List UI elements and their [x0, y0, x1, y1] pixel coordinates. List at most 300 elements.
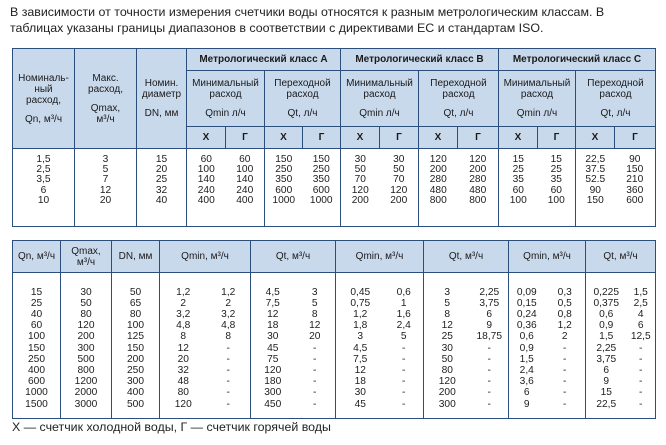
table-cell: 500 — [77, 353, 95, 365]
table-cell: 50 — [129, 286, 142, 298]
data-column — [499, 149, 538, 227]
table-cell: 1,2 — [221, 286, 236, 298]
table-cell: 60 — [512, 184, 524, 196]
table-cell: 90 — [589, 184, 601, 196]
table-cell: 350 — [275, 174, 293, 186]
header-qn: Qn, м³/ч — [13, 241, 61, 273]
table-cell: 1200 — [74, 376, 98, 388]
table-cell: 300 — [77, 342, 95, 354]
header-c-qmin: Qmin, м³/ч — [509, 241, 586, 273]
data-column — [586, 281, 627, 419]
data-column — [545, 281, 586, 419]
table-cell: 480 — [469, 184, 487, 196]
table-cell: 480 — [429, 184, 447, 196]
table-cell: 250 — [312, 164, 330, 176]
table-cell: 1 — [400, 297, 407, 309]
table-cell: 12 — [309, 320, 321, 332]
table-cell: 400 — [236, 194, 254, 206]
table-cell: - — [487, 387, 491, 399]
table-cell: 50 — [354, 164, 366, 176]
table-cell: - — [487, 353, 491, 365]
table-cell: 200 — [351, 194, 369, 206]
table-cell: 4 — [637, 308, 644, 320]
table-cell: 9 — [486, 320, 493, 332]
table-cell: 120 — [264, 364, 282, 376]
table-cell: 600 — [312, 184, 330, 196]
table-cell: 50 — [441, 353, 453, 365]
table-cell: 60 — [200, 154, 212, 165]
data-column — [509, 281, 545, 419]
table-cell: 0,9 — [519, 342, 534, 354]
table-cell: 150 — [275, 154, 293, 165]
table-cell: 15 — [30, 286, 43, 298]
table-cell: 0,36 — [516, 320, 537, 332]
table-cell: 25 — [30, 297, 43, 309]
table-cell: - — [639, 376, 643, 388]
table-cell: 140 — [236, 174, 254, 186]
table-cell: 120 — [429, 154, 447, 165]
table-cell: - — [402, 353, 406, 365]
table-cell: 4,5 — [265, 286, 280, 298]
header-cold: Х — [341, 127, 380, 149]
table-cell: 300 — [264, 387, 282, 399]
table-cell: - — [402, 387, 406, 399]
data-column — [380, 149, 419, 227]
table-cell: 70 — [393, 174, 405, 186]
table-cell: 12,5 — [630, 331, 651, 343]
table-cell: - — [402, 342, 406, 354]
table-cell: 32 — [155, 184, 168, 196]
data-column — [207, 281, 251, 419]
table-cell: - — [313, 342, 317, 354]
table-cell: 2,4 — [519, 364, 534, 376]
table-cell: 0,225 — [593, 286, 619, 298]
data-column — [295, 281, 336, 419]
table-cell: 12 — [354, 364, 366, 376]
table-cell: 15 — [155, 154, 168, 165]
table-cell: 0,24 — [516, 308, 537, 320]
table-cell: 0,6 — [599, 308, 614, 320]
table-cell: 100 — [197, 164, 215, 176]
table-cell: 9 — [603, 376, 610, 388]
table-cell: 35 — [550, 174, 562, 186]
table-cell: 600 — [275, 184, 293, 196]
table-cell: - — [226, 342, 230, 354]
table-cell: 280 — [469, 174, 487, 186]
header-hot: Г — [380, 127, 419, 149]
intro-text: В зависимости от точности измерения счетчики воды относятся к разным метрологическим классам. В таблицах указаны границы диапазонов в соответствии с директивами ЕС и стандартам ISO. — [10, 5, 605, 35]
table-cell: 8 — [225, 331, 232, 343]
table-cell: - — [563, 342, 567, 354]
table-cell: 4,5 — [353, 342, 368, 354]
data-column — [265, 149, 303, 227]
data-column — [226, 149, 265, 227]
header-c-trans: Переходной расход Qt, л/ч — [576, 71, 656, 127]
table-cell: 20 — [155, 164, 168, 176]
table-cell: 4,8 — [176, 320, 191, 332]
header-a-qmin: Qmin, м³/ч — [160, 241, 251, 273]
table-cell: 500 — [127, 398, 144, 410]
table-cell: 400 — [197, 194, 215, 206]
table-cell: 3 — [311, 286, 318, 298]
data-column — [160, 281, 207, 419]
data-column — [137, 149, 187, 227]
table-cell: 240 — [236, 184, 254, 196]
table-cell: 3,6 — [519, 376, 534, 388]
table-cell: 2 — [225, 297, 232, 309]
footnote: Х — счетчик холодной воды, Г — счетчик горячей воды — [12, 420, 331, 434]
table-cell: 3 — [102, 154, 109, 165]
table-cell: - — [226, 387, 230, 399]
data-column — [13, 281, 61, 419]
table-cell: 15 — [550, 154, 562, 165]
table-cell: 2,25 — [596, 342, 617, 354]
table-cell: 60 — [30, 320, 43, 332]
table-cell: 80 — [129, 308, 142, 320]
table-cell: 8 — [180, 331, 187, 343]
table-cell: - — [639, 342, 643, 354]
table-cell: 7,5 — [353, 353, 368, 365]
data-column — [538, 149, 576, 227]
table-cell: 150 — [28, 342, 45, 354]
table-cell: 2 — [180, 297, 187, 309]
table-cell: 12 — [441, 320, 453, 332]
data-column — [615, 149, 656, 227]
data-column — [471, 281, 509, 419]
table-cell: 32 — [177, 364, 189, 376]
table-cell: 35 — [512, 174, 524, 186]
table-cell: 0,6 — [396, 286, 411, 298]
table-cell: 1,8 — [353, 320, 368, 332]
table-cell: 18,75 — [476, 331, 502, 343]
table-cell: 12 — [177, 342, 189, 354]
table-cell: 120 — [77, 320, 95, 332]
table-cell: 3,2 — [176, 308, 191, 320]
data-column — [75, 149, 137, 227]
table-cell: 45 — [354, 398, 366, 410]
data-column — [303, 149, 341, 227]
table-cell: 8 — [444, 308, 451, 320]
table-cell: 3,2 — [221, 308, 236, 320]
table-cell: 100 — [236, 164, 254, 176]
table-cell: 30 — [441, 342, 453, 354]
table-cell: 800 — [429, 194, 447, 206]
table-cell: 15 — [600, 387, 612, 399]
table-cell: 37.5 — [585, 164, 606, 176]
header-b-qmin: Qmin, м³/ч — [336, 241, 424, 273]
table-cell: - — [563, 353, 567, 365]
table-cell: 3,75 — [479, 297, 500, 309]
table-cell: 2 — [561, 331, 568, 343]
table-cell: 12 — [267, 308, 279, 320]
header-class-c: Метрологический класс C — [499, 49, 656, 71]
table-cell: 60 — [239, 154, 251, 165]
table-cell: 400 — [127, 387, 144, 399]
metrology-table-2 — [12, 240, 656, 419]
table-cell: 240 — [197, 184, 215, 196]
table-cell: 25 — [155, 174, 168, 186]
table-cell: 250 — [127, 364, 144, 376]
data-column — [187, 149, 226, 227]
table-cell: - — [402, 364, 406, 376]
table-cell: 200 — [127, 353, 144, 365]
table-cell: 200 — [390, 194, 408, 206]
data-column — [424, 281, 471, 419]
table-cell: 200 — [438, 387, 456, 399]
table-cell: 60 — [550, 184, 562, 196]
table-cell: 7,5 — [265, 297, 280, 309]
header-c-min: Минимальный расход Qmin л/ч — [499, 71, 576, 127]
header-qn: Номиналь- ный расход, Qn, м³/ч — [13, 49, 75, 149]
table-cell: 300 — [127, 376, 144, 388]
table-cell: 25 — [441, 331, 453, 343]
header-b-trans: Переходной расход Qt, л/ч — [419, 71, 499, 127]
table-cell: 0,8 — [557, 308, 572, 320]
table-cell: 0,45 — [350, 286, 371, 298]
table-cell: 450 — [264, 398, 282, 410]
table-cell: 100 — [28, 331, 45, 343]
header-cold: Х — [499, 127, 538, 149]
table-cell: 15 — [512, 154, 524, 165]
data-column — [419, 149, 458, 227]
table-cell: 70 — [354, 174, 366, 186]
table-cell: 150 — [312, 154, 330, 165]
table-cell: - — [487, 398, 491, 410]
header-b-qt: Qt, м³/ч — [424, 241, 509, 273]
table-cell: 80 — [177, 387, 189, 399]
table-cell: - — [226, 398, 230, 410]
table-cell: 150 — [626, 164, 644, 176]
data-column — [576, 149, 615, 227]
table-cell: - — [563, 364, 567, 376]
header-hot: Г — [303, 127, 341, 149]
table-cell: - — [313, 387, 317, 399]
table-cell: 120 — [469, 154, 487, 165]
header-qmax: Qmax, м³/ч — [61, 241, 112, 273]
header-a-min: Минимальный расход Qmin л/ч — [187, 71, 265, 127]
table-cell: 1,5 — [633, 286, 648, 298]
table-cell: - — [639, 353, 643, 365]
table-cell: 25 — [550, 164, 562, 176]
table-cell: 600 — [28, 376, 45, 388]
table-cell: 10 — [37, 194, 50, 206]
table-cell: 20 — [177, 353, 189, 365]
table-cell: 20 — [99, 194, 112, 206]
table-cell: 280 — [429, 174, 447, 186]
table-cell: 1000 — [272, 194, 296, 206]
table-cell: 210 — [626, 174, 644, 186]
table-cell: 25 — [512, 164, 524, 176]
header-class-b: Метрологический класс B — [341, 49, 499, 71]
table-cell: 2000 — [74, 387, 98, 399]
header-a-qt: Qt, м³/ч — [251, 241, 336, 273]
header-hot: Г — [538, 127, 576, 149]
table-cell: 5 — [444, 297, 451, 309]
table-cell: 8 — [311, 308, 318, 320]
table-cell: 20 — [309, 331, 321, 343]
table-cell: - — [639, 364, 643, 376]
table-cell: 3,75 — [596, 353, 617, 365]
table-cell: 50 — [393, 164, 405, 176]
table-cell: 6 — [486, 308, 493, 320]
table-cell: 12 — [99, 184, 112, 196]
table-cell: 140 — [197, 174, 215, 186]
table-cell: 5 — [400, 331, 407, 343]
table-cell: - — [563, 398, 567, 410]
table-cell: 6 — [637, 320, 644, 332]
table-cell: 18 — [267, 320, 279, 332]
header-hot: Г — [226, 127, 265, 149]
header-hot: Г — [458, 127, 499, 149]
table-cell: - — [226, 376, 230, 388]
table-cell: 40 — [155, 194, 168, 206]
table-cell: 1,5 — [519, 353, 534, 365]
table-cell: 0,6 — [519, 331, 534, 343]
table-cell: 2,5 — [36, 164, 51, 176]
table-cell: 0,75 — [350, 297, 371, 309]
table-cell: 2,5 — [633, 297, 648, 309]
metrology-table-1 — [12, 48, 656, 227]
table-cell: 80 — [441, 364, 453, 376]
table-cell: - — [313, 353, 317, 365]
header-class-a: Метрологический класс A — [187, 49, 341, 71]
table-cell: 2,4 — [396, 320, 411, 332]
data-column — [13, 149, 75, 227]
data-column — [336, 281, 385, 419]
table-cell: - — [313, 398, 317, 410]
table-cell: 400 — [28, 364, 45, 376]
table-cell: 5 — [311, 297, 318, 309]
data-column — [385, 281, 424, 419]
table-cell: 1,2 — [353, 308, 368, 320]
table-cell: 0,5 — [557, 297, 572, 309]
table-cell: 30 — [354, 387, 366, 399]
table-cell: - — [313, 364, 317, 376]
data-column — [627, 281, 656, 419]
table-cell: 40 — [30, 308, 43, 320]
table-cell: 30 — [354, 154, 366, 165]
table-cell: 1000 — [309, 194, 333, 206]
table-cell: 100 — [547, 194, 565, 206]
table-cell: - — [402, 398, 406, 410]
table-cell: 0,9 — [599, 320, 614, 332]
table-cell: 250 — [28, 353, 45, 365]
table-cell: 22,5 — [596, 398, 617, 410]
table-cell: - — [487, 376, 491, 388]
header-cold: Х — [265, 127, 303, 149]
table-cell: 3 — [444, 286, 451, 298]
table-cell: 0,3 — [557, 286, 572, 298]
table-cell: 200 — [469, 164, 487, 176]
table-cell: 3 — [357, 331, 364, 343]
data-column — [251, 281, 295, 419]
table-cell: 90 — [629, 154, 641, 165]
table-cell: 150 — [127, 342, 144, 354]
table-cell: 0,375 — [593, 297, 619, 309]
table-cell: - — [639, 387, 643, 399]
table-cell: 800 — [77, 364, 95, 376]
header-cold: Х — [187, 127, 226, 149]
table-cell: 1,6 — [396, 308, 411, 320]
table-cell: 9 — [523, 398, 530, 410]
table-cell: 6 — [40, 184, 47, 196]
table-cell: - — [487, 342, 491, 354]
table-cell: 30 — [267, 331, 279, 343]
table-cell: 350 — [312, 174, 330, 186]
table-cell: 150 — [586, 194, 604, 206]
table-cell: 3,5 — [36, 174, 51, 186]
table-cell: 300 — [438, 398, 456, 410]
table-cell: 0,09 — [516, 286, 537, 298]
table-cell: 180 — [264, 376, 282, 388]
table-cell: 45 — [267, 342, 279, 354]
table-cell: 100 — [127, 320, 144, 332]
header-cold: Х — [419, 127, 458, 149]
table-cell: 4,8 — [221, 320, 236, 332]
table-cell: 120 — [438, 376, 456, 388]
table-cell: 65 — [129, 297, 142, 309]
header-a-trans: Переходной расход Qt, л/ч — [265, 71, 341, 127]
header-dn: Номин. диаметр DN, мм — [137, 49, 187, 149]
table-cell: 22,5 — [585, 154, 606, 165]
table-cell: 200 — [429, 164, 447, 176]
data-column — [61, 281, 112, 419]
table-cell: 6 — [523, 387, 530, 399]
header-b-min: Минимальный расход Qmin л/ч — [341, 71, 419, 127]
table-cell: 18 — [354, 376, 366, 388]
data-column — [458, 149, 499, 227]
table-cell: 1,5 — [599, 331, 614, 343]
header-c-qt: Qt, м³/ч — [586, 241, 656, 273]
table-cell: 360 — [626, 184, 644, 196]
table-cell: 75 — [267, 353, 279, 365]
table-cell: 5 — [102, 164, 109, 176]
table-cell: 125 — [127, 331, 144, 343]
table-cell: 120 — [390, 184, 408, 196]
table-cell: 120 — [351, 184, 369, 196]
table-cell: - — [563, 376, 567, 388]
data-column — [112, 281, 160, 419]
table-cell: - — [639, 398, 643, 410]
table-cell: 1,2 — [176, 286, 191, 298]
table-cell: 52.5 — [585, 174, 606, 186]
table-cell: - — [313, 376, 317, 388]
table-cell: 600 — [626, 194, 644, 206]
table-cell: 250 — [275, 164, 293, 176]
table-cell: 1000 — [25, 387, 48, 399]
table-cell: 7 — [102, 174, 109, 186]
table-cell: 6 — [603, 364, 610, 376]
table-cell: 1,2 — [557, 320, 572, 332]
header-cold: Х — [576, 127, 615, 149]
table-cell: 80 — [80, 308, 92, 320]
table-cell: 30 — [80, 286, 92, 298]
table-cell: 100 — [509, 194, 527, 206]
table-cell: - — [226, 364, 230, 376]
table-cell: 3000 — [74, 398, 98, 410]
header-qmax: Макс. расход, Qmax, м³/ч — [75, 49, 137, 149]
table-cell: 48 — [177, 376, 189, 388]
table-cell: - — [487, 364, 491, 376]
table-cell: 120 — [174, 398, 192, 410]
header-dn: DN, мм — [112, 241, 160, 273]
table-cell: - — [563, 387, 567, 399]
header-hot: Г — [615, 127, 656, 149]
table-cell: 1500 — [25, 398, 48, 410]
data-column — [341, 149, 380, 227]
table-cell: - — [226, 353, 230, 365]
table-cell: 2,25 — [479, 286, 500, 298]
